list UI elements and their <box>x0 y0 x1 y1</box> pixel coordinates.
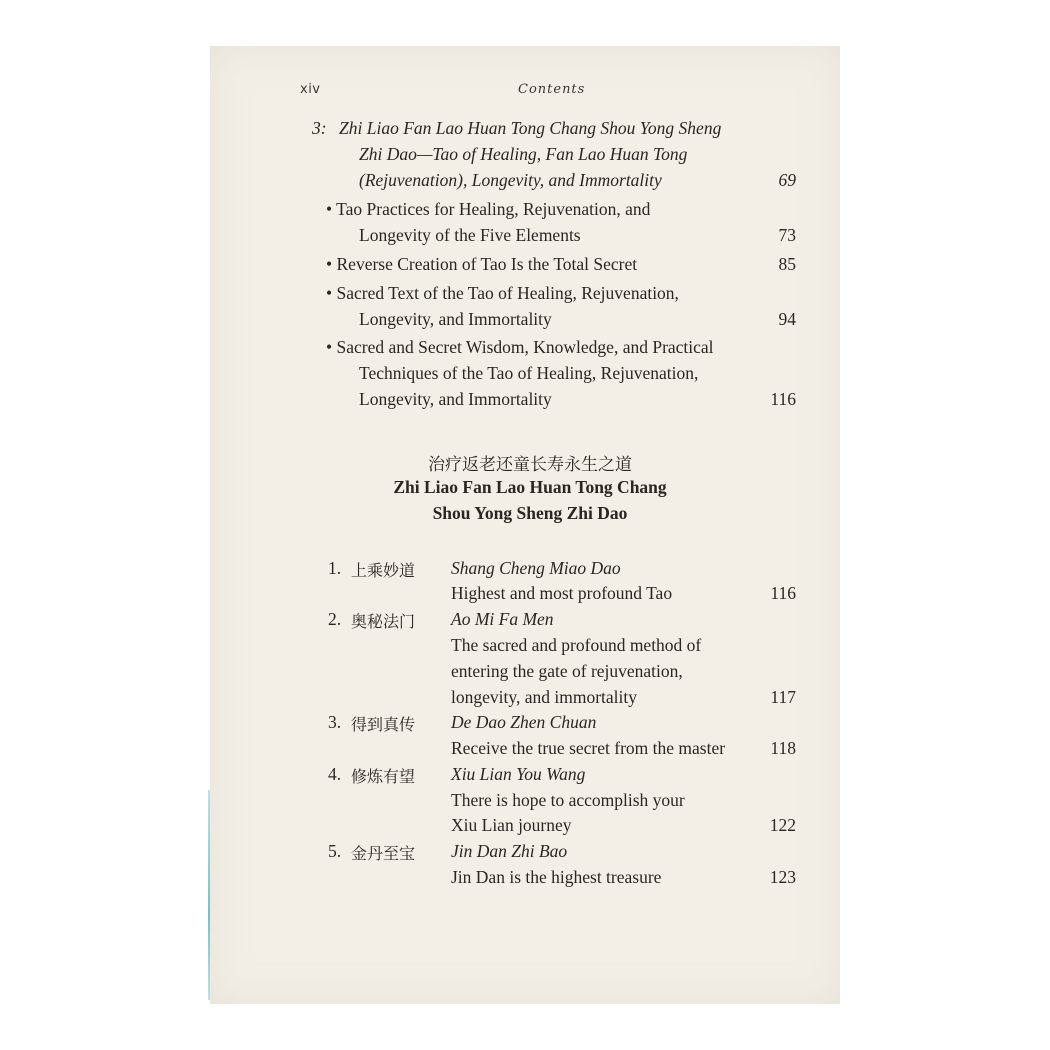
item-page: 123 <box>769 867 796 887</box>
section-page: 85 <box>778 254 796 274</box>
section-line: • Sacred Text of the Tao of Healing, Rejuvenation, <box>326 283 679 303</box>
item-desc: longevity, and immortality <box>451 687 637 707</box>
section-line: Longevity, and Immortality <box>359 309 552 329</box>
item-number: 1. <box>328 558 342 578</box>
item-number: 5. <box>328 841 342 861</box>
section-line: • Sacred and Secret Wisdom, Knowledge, and Practical <box>326 337 714 357</box>
item-desc: Jin Dan is the highest treasure <box>451 867 662 887</box>
item-chinese: 金丹至宝 <box>351 846 416 863</box>
item-page: 118 <box>770 738 796 758</box>
item-page: 122 <box>769 815 796 835</box>
section-page: 94 <box>778 309 796 329</box>
page-number: xiv <box>300 82 321 97</box>
subheading-line: Shou Yong Sheng Zhi Dao <box>432 503 628 523</box>
item-desc: Highest and most profound Tao <box>451 583 673 603</box>
section-page: 116 <box>770 389 796 409</box>
section-line: Longevity of the Five Elements <box>359 225 581 245</box>
item-pinyin: Xiu Lian You Wang <box>451 764 586 784</box>
subheading-chinese: 治疗返老还童长寿永生之道 <box>428 455 632 474</box>
item-pinyin: De Dao Zhen Chuan <box>451 712 597 732</box>
item-chinese: 上乘妙道 <box>351 563 416 580</box>
item-number: 4. <box>328 764 342 784</box>
section-line: Longevity, and Immortality <box>359 389 552 409</box>
item-chinese: 修炼有望 <box>351 769 416 786</box>
item-page: 116 <box>770 583 796 603</box>
item-pinyin: Jin Dan Zhi Bao <box>451 841 568 861</box>
item-page: 117 <box>770 687 796 707</box>
item-number: 3. <box>328 712 342 732</box>
item-desc: The sacred and profound method of <box>451 635 702 655</box>
item-chinese: 得到真传 <box>351 717 416 734</box>
subheading-line: Zhi Liao Fan Lao Huan Tong Chang <box>393 477 667 497</box>
section-line: • Reverse Creation of Tao Is the Total Secret <box>326 254 638 274</box>
chapter-title-line: Zhi Dao—Tao of Healing, Fan Lao Huan Tong <box>359 144 688 164</box>
chapter-page: 69 <box>778 170 796 190</box>
running-header <box>300 80 820 100</box>
item-desc: entering the gate of rejuvenation, <box>451 661 683 681</box>
running-title: Contents <box>518 82 586 97</box>
section-page: 73 <box>778 225 796 245</box>
item-pinyin: Ao Mi Fa Men <box>451 609 554 629</box>
section-line: Techniques of the Tao of Healing, Rejuvenation, <box>359 363 699 383</box>
item-pinyin: Shang Cheng Miao Dao <box>451 558 621 578</box>
item-desc: There is hope to accomplish your <box>451 790 685 810</box>
item-desc: Xiu Lian journey <box>451 815 572 835</box>
chapter-title-line: (Rejuvenation), Longevity, and Immortality <box>359 170 662 190</box>
item-number: 2. <box>328 609 342 629</box>
item-chinese: 奥秘法门 <box>351 614 416 631</box>
section-line: • Tao Practices for Healing, Rejuvenation, and <box>326 199 651 219</box>
chapter-title-line: Zhi Liao Fan Lao Huan Tong Chang Shou Yong Sheng <box>339 118 722 138</box>
item-desc: Receive the true secret from the master <box>451 738 726 758</box>
chapter-number: 3: <box>312 118 327 138</box>
